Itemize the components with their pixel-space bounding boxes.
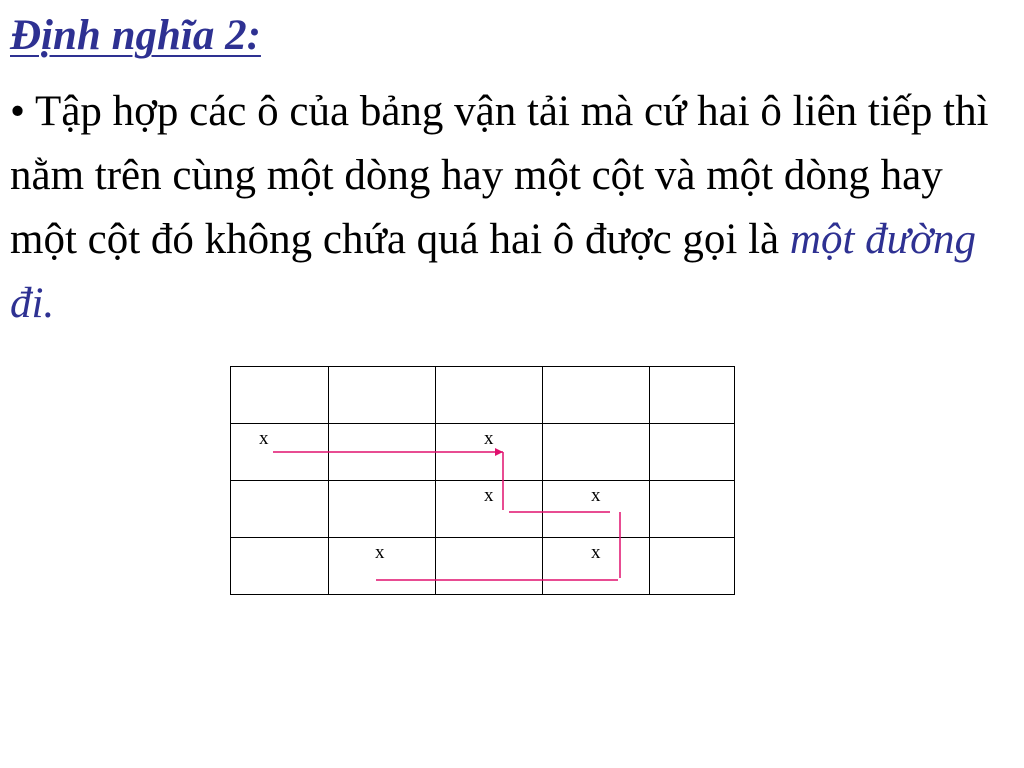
table-cell <box>543 538 650 595</box>
table-cell <box>231 424 329 481</box>
bullet-marker: • <box>10 88 26 135</box>
cell-mark: x <box>259 428 269 449</box>
definition-body: Tập hợp các ô của bảng vận tải mà cứ hai ô liên tiếp thì nằm trên cùng một dòng hay một cột và một dòng hay một cột đó không chứa quá hai ô được gọi là <box>10 88 989 263</box>
table-cell <box>650 367 735 424</box>
cell-mark: x <box>484 485 494 506</box>
table-row <box>231 367 735 424</box>
table-cell <box>543 367 650 424</box>
table-row <box>231 481 735 538</box>
transport-table-figure <box>230 366 735 595</box>
table-cell <box>650 424 735 481</box>
transport-table <box>230 366 735 595</box>
cell-mark: x <box>484 428 494 449</box>
table-cell <box>329 538 436 595</box>
cell-mark: x <box>591 485 601 506</box>
table-row <box>231 424 735 481</box>
cell-mark: x <box>591 542 601 563</box>
table-cell <box>543 424 650 481</box>
table-cell <box>436 538 543 595</box>
table-cell <box>436 424 543 481</box>
table-cell <box>329 424 436 481</box>
table-cell <box>329 481 436 538</box>
table-cell <box>231 481 329 538</box>
table-cell <box>543 481 650 538</box>
table-cell <box>650 481 735 538</box>
table-cell <box>231 367 329 424</box>
table-cell <box>329 367 436 424</box>
table-cell <box>231 538 329 595</box>
definition-highlight: một đường đi. <box>10 216 977 327</box>
definition-text <box>10 80 1015 336</box>
table-cell <box>436 481 543 538</box>
table-cell <box>650 538 735 595</box>
table-cell <box>436 367 543 424</box>
cell-mark: x <box>375 542 385 563</box>
slide-title: Định nghĩa 2: <box>10 12 261 59</box>
table-row <box>231 538 735 595</box>
